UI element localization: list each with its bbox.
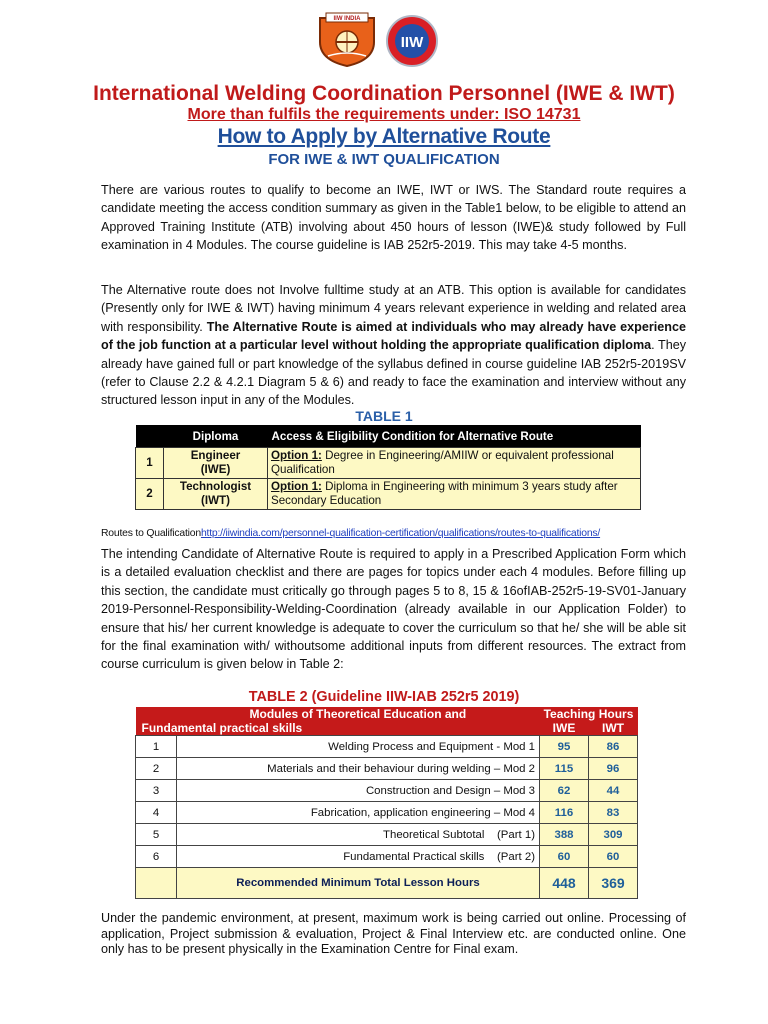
table-row <box>136 758 638 780</box>
diploma-name: Technologist <box>179 480 252 493</box>
condition-cell <box>268 479 641 510</box>
hours-header: Teaching Hours <box>540 707 638 721</box>
option-label: Option 1: <box>271 480 322 493</box>
table-header-cell <box>136 425 164 448</box>
diploma-code: (IWT) <box>201 494 230 507</box>
logo-right-text: IIW <box>400 34 424 51</box>
option-text: Diploma in Engineering with minimum 3 years study after Secondary Education <box>271 480 618 507</box>
table-row <box>136 479 641 510</box>
iwt-hours: 83 <box>589 802 638 824</box>
iwt-hours: 96 <box>589 758 638 780</box>
table-row <box>136 846 638 868</box>
module-name: Theoretical Subtotal (Part 1) <box>177 824 540 846</box>
modules-header-line2: Fundamental practical skills <box>141 721 303 735</box>
iwt-hours: 60 <box>589 846 638 868</box>
curriculum-table <box>135 707 638 899</box>
option-label: Option 1: <box>271 449 322 462</box>
iwe-header: IWE <box>540 721 589 736</box>
table-row <box>136 736 638 758</box>
document-subtitle <box>0 106 768 124</box>
row-number: 6 <box>136 846 177 868</box>
iwe-hours: 62 <box>540 780 589 802</box>
iwt-header: IWT <box>589 721 638 736</box>
section-heading: How to Apply by Alternative Route <box>217 125 551 148</box>
section-subheading: FOR IWE & IWT QUALIFICATION <box>268 151 500 168</box>
module-name: Construction and Design – Mod 3 <box>177 780 540 802</box>
module-name: Fabrication, application engineering – Mod 4 <box>177 802 540 824</box>
condition-cell <box>268 448 641 479</box>
iwe-hours: 388 <box>540 824 589 846</box>
iwe-hours: 116 <box>540 802 589 824</box>
module-name: Materials and their behaviour during welding – Mod 2 <box>177 758 540 780</box>
table-header-row <box>136 425 641 448</box>
logo-left-text: IIW INDIA <box>333 16 361 22</box>
module-name: Fundamental Practical skills (Part 2) <box>177 846 540 868</box>
iwt-hours: 309 <box>589 824 638 846</box>
routes-link[interactable]: http://iiwindia.com/personnel-qualification-certification/qualifications/routes-to-qualifications/ <box>200 528 601 539</box>
diploma-name: Engineer <box>190 449 241 462</box>
diploma-code: (IWE) <box>200 463 231 476</box>
row-number: 2 <box>136 479 164 510</box>
diploma-cell <box>164 479 268 510</box>
row-number: 5 <box>136 824 177 846</box>
module-name: Welding Process and Equipment - Mod 1 <box>177 736 540 758</box>
paragraph-standard-route: There are various routes to qualify to become an IWE, IWT or IWS. The Standard route requires a candidate meeting the access condition summary as given in the Table1 below, to be eligible to attend an Approved Training Institute (ATB) involving about 450 hours of lesson (IWE)& study followed by Full examination in 4 Modules. The course guideline is IAB 252r5-2019. This may take 4-5 months. <box>101 183 686 253</box>
paragraph-alt-text-a: The Alternative route does not Involve fulltime study at an ATB. This option is available for candidates (Presently only for IWE & IWT) having minimum 4 years relevant experience in welding and related area with responsibility. <box>101 283 686 334</box>
eligibility-table <box>135 425 641 510</box>
iwt-hours: 86 <box>589 736 638 758</box>
row-number: 2 <box>136 758 177 780</box>
diploma-cell <box>164 448 268 479</box>
table-header-cell: Access & Eligibility Condition for Alternative Route <box>268 425 641 448</box>
option-text: Degree in Engineering/AMIIW or equivalent professional Qualification <box>271 449 614 476</box>
table-row <box>136 802 638 824</box>
subtitle-text: More than fulfils the requirements under: ISO 14731 <box>187 106 581 123</box>
modules-header-line1: Modules of Theoretical Education and <box>249 707 467 721</box>
paragraph-alt-bold: The Alternative Route is aimed at individuals who may already have experience of the job function at a particular level without holding the appropriate qualification diploma <box>101 319 686 353</box>
row-number: 1 <box>136 448 164 479</box>
routes-label: Routes to Qualification <box>101 528 201 539</box>
total-row <box>136 868 638 899</box>
table-header-cell: Diploma <box>164 425 268 448</box>
table-row <box>136 448 641 479</box>
iiw-circle-logo <box>385 14 439 68</box>
total-iwt-hours: 369 <box>589 868 638 899</box>
paragraph-pandemic: Under the pandemic environment, at present, maximum work is being carried out online. Processing of application, Project submission & evaluation, Project & Final Interview etc. are conducted online. One only has to be present physically in the Examination Centre for Final exam. <box>101 911 686 956</box>
table1-title: TABLE 1 <box>355 408 413 424</box>
total-iwe-hours: 448 <box>540 868 589 899</box>
row-number: 4 <box>136 802 177 824</box>
row-number: 1 <box>136 736 177 758</box>
routes-line <box>101 528 600 539</box>
iwe-hours: 95 <box>540 736 589 758</box>
total-label: Recommended Minimum Total Lesson Hours <box>177 868 540 899</box>
iwt-hours: 44 <box>589 780 638 802</box>
row-number: 3 <box>136 780 177 802</box>
modules-header <box>136 707 540 736</box>
table-row <box>136 824 638 846</box>
logo-group <box>316 10 456 70</box>
iwe-hours: 115 <box>540 758 589 780</box>
document-title: International Welding Coordination Personnel (IWE & IWT) <box>93 82 675 105</box>
paragraph-alternative-route <box>101 281 686 410</box>
iiw-india-shield-logo <box>316 12 378 68</box>
table-row <box>136 780 638 802</box>
paragraph-application: The intending Candidate of Alternative Route is required to apply in a Prescribed Application Form which is a detailed evaluation checklist and there are pages for topics under each 4 modules. Before filling up this section, the candidate must critically go through pages 5 to 8, 15 & 16ofIAB-252r5-19-SV01-January 2019-Personnel-Responsibility-Welding-Coordination (already available in our Application Folder) to ensure that his/ her current knowledge is adequate to cover the curriculum so that he/ she will be able sit for the final examination with/ withoutsome additional inputs from different resources. The extract from course curriculum is given below in Table 2: <box>101 547 686 672</box>
table2-title: TABLE 2 (Guideline IIW-IAB 252r5 2019) <box>248 689 520 705</box>
paragraph-alt-text-b: . They already have gained full or part knowledge of the syllabus defined in course guideline IAB 252r5-2019SV (refer to Clause 2.2 & 4.2.1 Diagram 5 & 6) and ready to face the examination and interview without any structured lesson input in any of the Modules. <box>101 338 686 408</box>
table-header-row <box>136 707 638 721</box>
total-blank-cell <box>136 868 177 899</box>
iwe-hours: 60 <box>540 846 589 868</box>
